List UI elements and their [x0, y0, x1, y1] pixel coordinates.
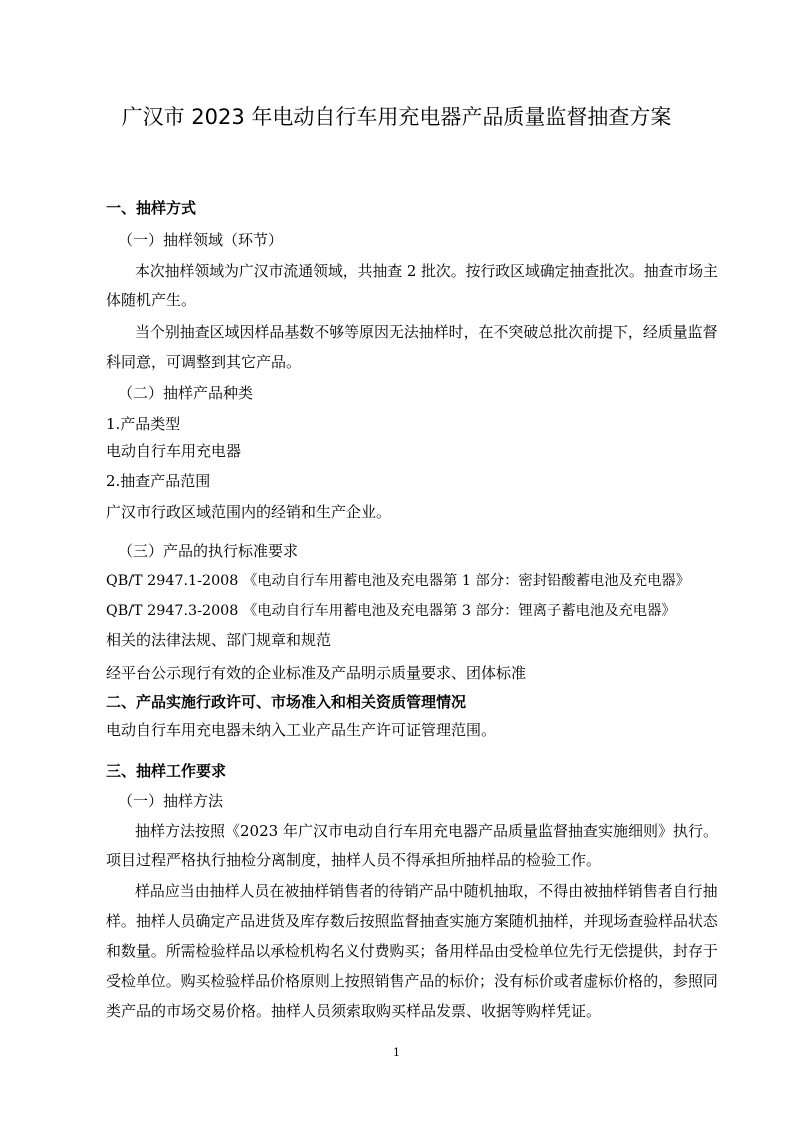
- section-heading-licensing: 二、产品实施行政许可、市场准入和相关资质管理情况: [106, 693, 467, 711]
- document-title: 广汉市 2023 年电动自行车用充电器产品质量监督抽查方案: [121, 105, 672, 129]
- standard-item: 相关的法律法规、部门规章和规范: [106, 631, 332, 649]
- paragraph-line: 类产品的市场交易价格。抽样人员须索取购买样品发票、收据等购样凭证。: [106, 1002, 602, 1020]
- paragraph-line: 抽样方法按照《2023 年广汉市电动自行车用充电器产品质量监督抽查实施细则》执行。: [135, 822, 718, 840]
- standard-item: QB/T 2947.3-2008 《电动自行车用蓄电池及充电器第 3 部分：锂离子蓄电池及充电器》: [106, 603, 676, 619]
- item-value: 电动自行车用充电器: [106, 442, 242, 460]
- subheading-sampling-field: （一）抽样领域（环节）: [118, 231, 284, 249]
- paragraph-line: 本次抽样领域为广汉市流通领域，共抽查 2 批次。按行政区域确定抽查批次。抽查市场主: [135, 262, 718, 280]
- subheading-standards: （三）产品的执行标准要求: [118, 542, 299, 560]
- paragraph-line: 电动自行车用充电器未纳入工业产品生产许可证管理范围。: [106, 721, 497, 739]
- section-heading-sampling-method: 一、抽样方式: [106, 199, 197, 217]
- paragraph-line: 和数量。所需检验样品以承检机构名义付费购买；备用样品由受检单位先行无偿提供，封存于: [106, 942, 718, 960]
- page-number: 1: [393, 1046, 400, 1059]
- item-label: 2.抽查产品范围: [106, 472, 211, 490]
- paragraph-line: 体随机产生。: [106, 291, 197, 309]
- section-heading-sampling-requirements: 三、抽样工作要求: [106, 762, 227, 780]
- paragraph-line: 当个别抽查区域因样品基数不够等原因无法抽样时，在不突破总批次前提下，经质量监督: [135, 323, 718, 341]
- paragraph-line: 受检单位。购买检验样品价格原则上按照销售产品的标价；没有标价或者虚标价格的，参照同: [106, 972, 718, 990]
- standard-item: QB/T 2947.1-2008 《电动自行车用蓄电池及充电器第 1 部分：密封铅酸蓄电池及充电器》: [106, 573, 690, 589]
- paragraph-line: 样。抽样人员确定产品进货及库存数后按照监督抽查实施方案随机抽样，并现场查验样品状态: [106, 912, 718, 930]
- paragraph-line: 项目过程严格执行抽检分离制度，抽样人员不得承担所抽样品的检验工作。: [106, 851, 602, 869]
- standard-item: 经平台公示现行有效的企业标准及产品明示质量要求、团体标准: [106, 664, 527, 682]
- subheading-sampling-approach: （一）抽样方法: [118, 792, 224, 810]
- paragraph-line: 科同意，可调整到其它产品。: [106, 353, 302, 371]
- paragraph-line: 样品应当由抽样人员在被抽样销售者的待销产品中随机抽取，不得由被抽样销售者自行抽: [135, 882, 718, 900]
- subheading-product-types: （二）抽样产品种类: [118, 384, 254, 402]
- item-label: 1.产品类型: [106, 415, 181, 433]
- item-value: 广汉市行政区域范围内的经销和生产企业。: [106, 503, 392, 521]
